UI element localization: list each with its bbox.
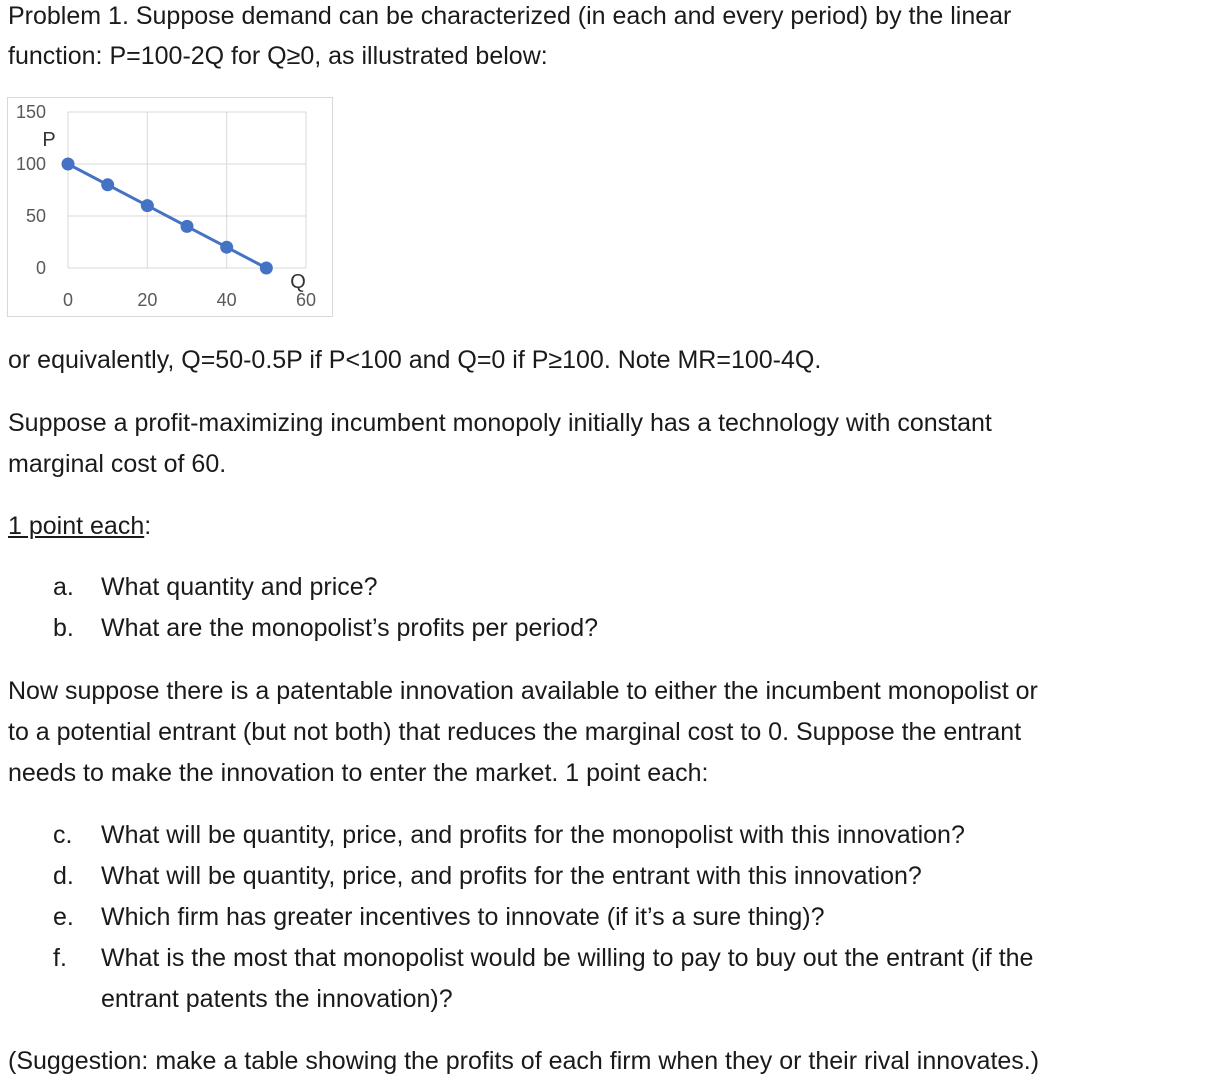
x-axis-label: Q (290, 271, 306, 293)
question-text: What will be quantity, price, and profits for the monopolist with this innovation? (101, 821, 965, 849)
y-tick-label: 50 (25, 206, 46, 226)
data-point (141, 199, 154, 212)
question-d (53, 856, 922, 897)
x-tick-label: 0 (62, 290, 74, 310)
demand-chart (7, 97, 333, 317)
question-a (53, 567, 378, 608)
list-marker: f. (53, 944, 67, 972)
question-text: What quantity and price? (101, 573, 378, 601)
setup-line2: marginal cost of 60. (8, 450, 227, 478)
y-tick-label: 150 (15, 102, 46, 122)
question-b (53, 608, 598, 649)
list-marker: b. (53, 614, 74, 642)
list-marker: c. (53, 821, 73, 849)
y-tick-label: 0 (35, 258, 46, 278)
list-marker: e. (53, 903, 74, 931)
data-point (260, 262, 273, 275)
equivalent-demand-text: or equivalently, Q=50-0.5P if P<100 and Q=0 if P≥100. Note MR=100-4Q. (8, 346, 822, 374)
data-point (62, 158, 75, 171)
question-text: What are the monopolist’s profits per period? (101, 614, 599, 642)
x-tick-label: 20 (137, 290, 158, 310)
suggestion-text: (Suggestion: make a table showing the profits of each firm when they or their rival innovates.) (8, 1047, 1040, 1075)
innovation-line1: Now suppose there is a patentable innovation available to either the incumbent monopolist or (8, 677, 1038, 705)
question-text: What will be quantity, price, and profits for the entrant with this innovation? (101, 862, 922, 890)
question-text-continued: entrant patents the innovation)? (101, 985, 453, 1013)
list-marker: a. (53, 573, 74, 601)
points-heading-colon: : (144, 512, 152, 540)
data-point (101, 178, 114, 191)
problem-intro-line1: Problem 1. Suppose demand can be characterized (in each and every period) by the linear (8, 2, 1012, 30)
points-heading-label: 1 point each (8, 512, 145, 540)
innovation-line2: to a potential entrant (but not both) that reduces the marginal cost to 0. Suppose the entrant (8, 718, 1022, 746)
question-text: What is the most that monopolist would be willing to pay to buy out the entrant (if the (101, 944, 1034, 972)
question-e (53, 897, 824, 938)
points-heading (8, 506, 151, 547)
demand-chart-svg (8, 98, 334, 318)
y-axis-label: P (42, 129, 56, 151)
question-f (53, 938, 1033, 1020)
x-tick-label: 60 (295, 290, 317, 310)
question-text: Which firm has greater incentives to innovate (if it’s a sure thing)? (101, 903, 825, 931)
list-marker: d. (53, 862, 74, 890)
x-tick-label: 40 (216, 290, 237, 310)
data-point (181, 220, 194, 233)
question-c (53, 815, 965, 856)
innovation-line3: needs to make the innovation to enter the market. 1 point each: (8, 759, 709, 787)
setup-line1: Suppose a profit-maximizing incumbent monopoly initially has a technology with constant (8, 409, 992, 437)
data-point (220, 241, 233, 254)
y-tick-label: 100 (15, 154, 46, 174)
problem-intro-line2: function: P=100-2Q for Q≥0, as illustrated below: (8, 42, 548, 70)
